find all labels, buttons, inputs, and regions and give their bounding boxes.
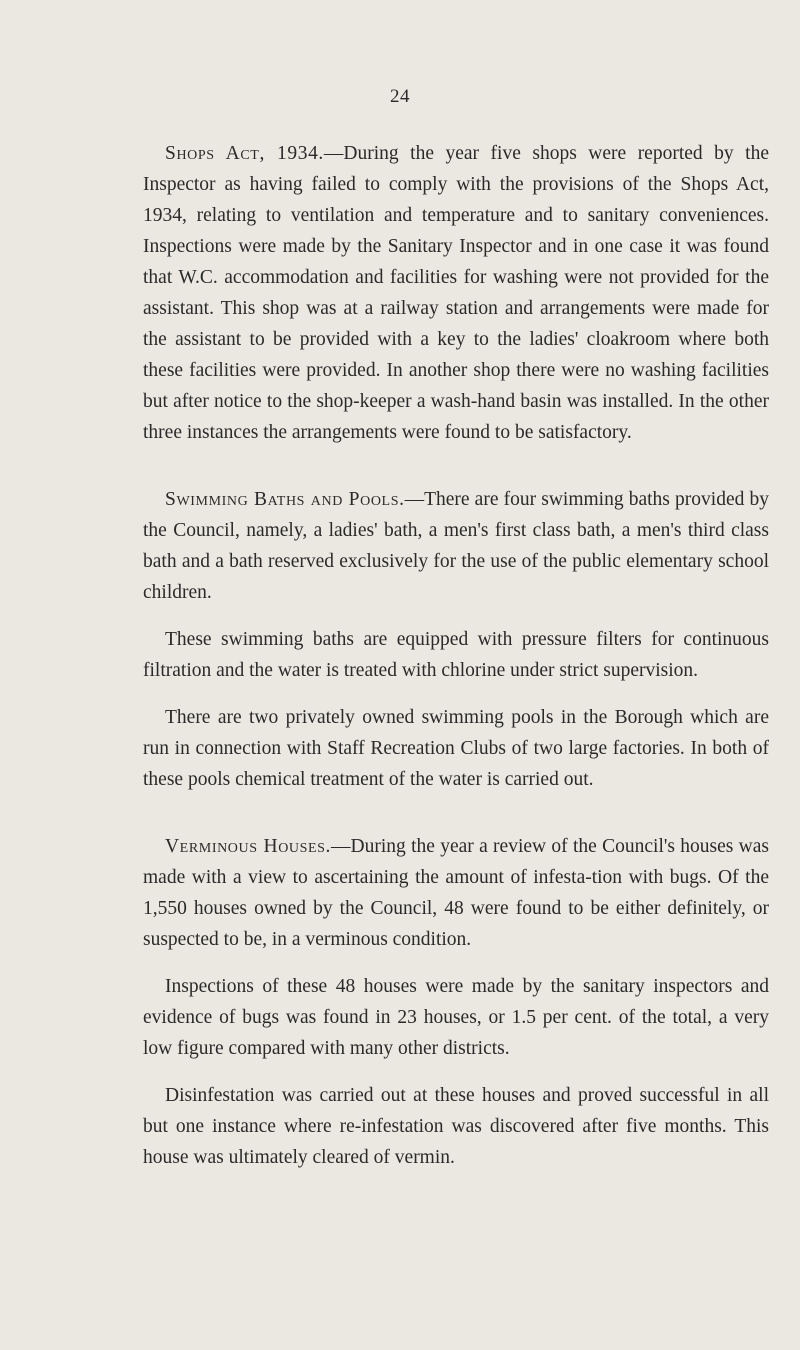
paragraph: Inspections of these 48 houses were made by the sanitary inspectors and evidence of bugs was found in 23 houses, or 1.5 per cent. of the total, a very low figure compared with many other districts. [143,976,769,1059]
paragraph: These swimming baths are equipped with pressure filters for continuous filtration and the water is treated with chlorine under strict supervision. [143,629,769,681]
section-verminous-houses [143,831,769,1173]
section-heading: Verminous Houses. [165,836,332,857]
section-swimming-baths [143,484,769,795]
section-shops-act [143,138,769,448]
document-body [143,138,769,1173]
paragraph-text: —There are four swimming baths provided by the Council, namely, a ladies' bath, a men's first class bath, a men's third class bath and a bath reserved exclusively for the use of the public elementary school children. [143,489,770,603]
paragraph: There are two privately owned swimming pools in the Borough which are run in connection with Staff Recreation Clubs of two large factories. In both of these pools chemical treatment of the water is carried out. [143,707,769,790]
paragraph [143,484,769,608]
paragraph [143,138,769,448]
paragraph: Disinfestation was carried out at these houses and proved successful in all but one instance where re-infestation was discovered after five months. This house was ultimately cleared of vermin. [143,1085,769,1168]
paragraph [143,831,769,955]
page-number: 24 [390,86,410,107]
paragraph-text: —During the year five shops were reported by the Inspector as having failed to comply with the provisions of the Shops Act, 1934, relating to ventilation and temperature and to sanitary conveniences. Inspections were made by the Sanitary Inspector and in one case it was found that W.C. accommodation and facilities for washing were not provided for the assistant. This shop was at a railway station and arrangements were made for the assistant to be provided with a key to the ladies' cloakroom where both these facilities were provided. In another shop there were no washing facilities but after notice to the shop-keeper a wash-hand basin was installed. In the other three instances the arrangements were found to be satisfactory. [143,143,769,443]
section-heading: Swimming Baths and Pools. [165,489,405,510]
section-heading: Shops Act, 1934. [165,143,324,164]
paragraph-text: —During the year a review of the Council's houses was made with a view to ascertaining the amount of infesta-tion with bugs. Of the 1,550 houses owned by the Council, 48 were found to be either definitely, or suspected to be, in a verminous condition. [143,836,769,950]
